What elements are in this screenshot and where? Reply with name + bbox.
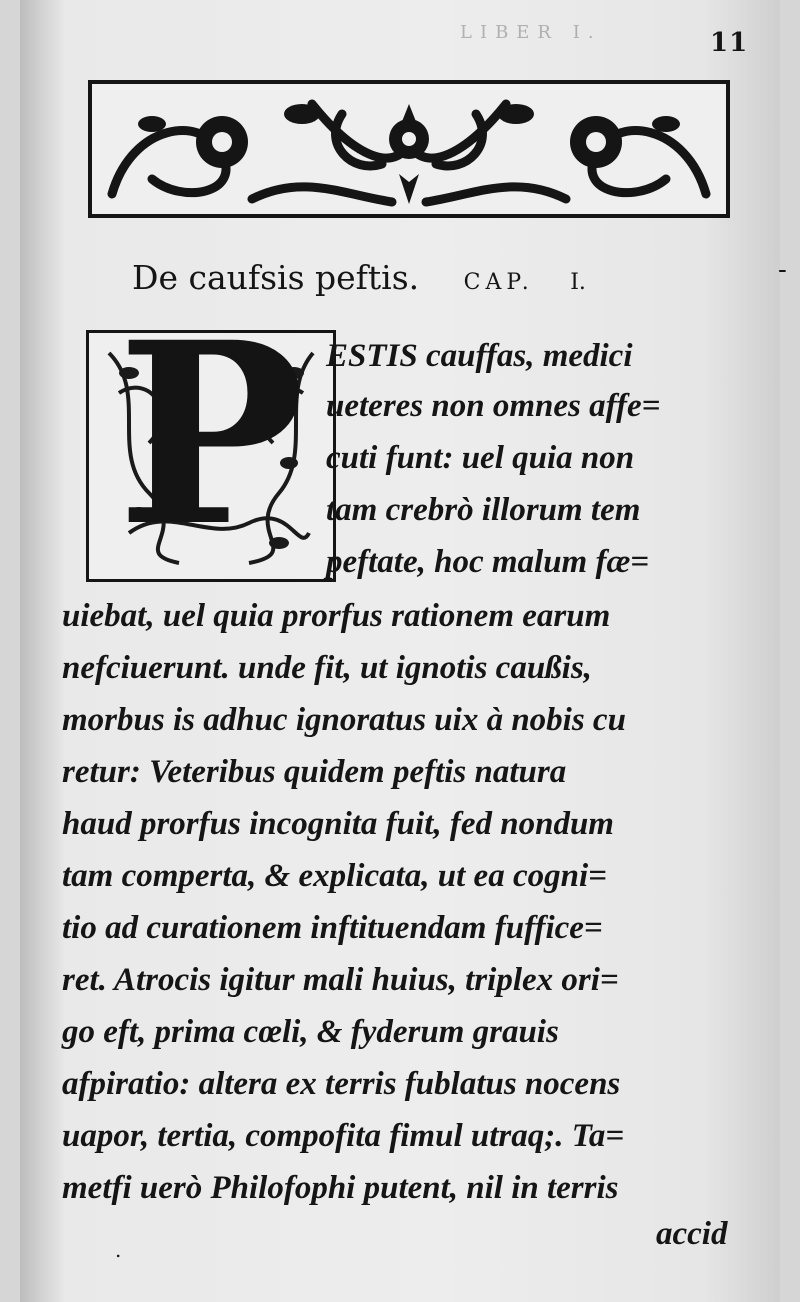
decorated-initial [86, 287, 336, 582]
book-page [20, 0, 787, 1302]
text-line: go eft, prima cœli, & fyderum grauis [62, 1014, 559, 1050]
chapter-label: CAP. [463, 270, 534, 295]
signature-mark: . [115, 1238, 122, 1262]
text-line: metfi uerò Philofophi putent, nil in terris [62, 1170, 619, 1206]
text-line: morbus is adhuc ignoratus uix à nobis cu [62, 702, 626, 738]
text-line: retur: Veteribus quidem peftis natura [62, 754, 567, 790]
ornamental-headpiece [88, 80, 730, 218]
running-head: LIBER I. [460, 22, 602, 43]
text-line: nefciuerunt. unde fit, ut ignotis caußis, [62, 650, 592, 686]
text-line: tam comperta, & explicata, ut ea cogni= [62, 858, 607, 894]
text-line: ret. Atrocis igitur mali huius, triplex ori= [62, 962, 619, 998]
text-line: tam crebrò illorum tem [326, 492, 641, 528]
text-line: ESTIS cauffas, medici [326, 338, 633, 374]
margin-dash: - [778, 255, 787, 285]
page-number: 11 [710, 28, 749, 58]
text-line: ueteres non omnes affe= [326, 388, 661, 424]
text-line: uiebat, uel quia prorfus rationem earum [62, 598, 611, 634]
text-line: uapor, tertia, compofita fimul utraq;. Ta= [62, 1118, 625, 1154]
text-line: tio ad curationem inftituendam fuffice= [62, 910, 603, 946]
text-line: peftate, hoc malum fæ= [326, 544, 650, 580]
catchword: accid [656, 1216, 728, 1252]
text-line: cuti funt: uel quia non [326, 440, 635, 476]
chapter-number: I. [570, 270, 586, 295]
chapter-title: De caufsis peftis. [132, 258, 420, 297]
text-line: afpiratio: altera ex terris fublatus nocens [62, 1066, 621, 1102]
text-line: haud prorfus incognita fuit, fed nondum [62, 806, 614, 842]
initial-letter: P [117, 287, 305, 581]
